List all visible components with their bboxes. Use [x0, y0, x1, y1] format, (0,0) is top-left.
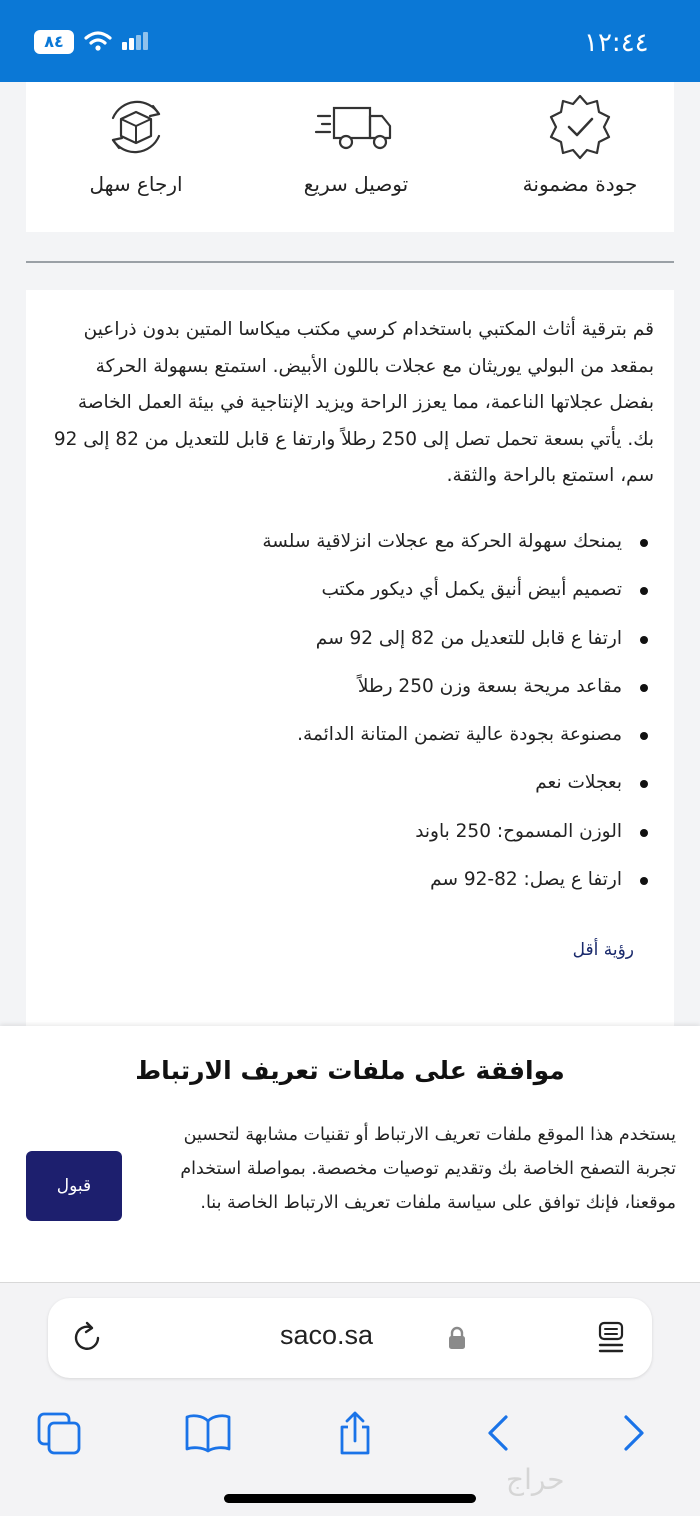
- delivery-truck-icon: [314, 92, 398, 162]
- battery-icon: ٨٤: [34, 30, 74, 54]
- list-item: يمنحك سهولة الحركة مع عجلات انزلاقية سلسة: [48, 518, 654, 566]
- feature-return: [36, 82, 236, 196]
- cellular-signal-icon: [122, 32, 150, 50]
- home-indicator[interactable]: [224, 1494, 476, 1503]
- address-bar[interactable]: [48, 1298, 652, 1378]
- haraj-watermark: حراج: [506, 1463, 565, 1496]
- status-time: ١٢:٤٤: [584, 28, 649, 58]
- feature-label: جودة مضمونة: [522, 172, 638, 196]
- see-less-link[interactable]: رؤية أقل: [572, 940, 634, 960]
- product-description: [26, 290, 674, 1026]
- quality-badge-icon: [545, 92, 615, 162]
- description-paragraph: قم بترقية أثاث المكتبي باستخدام كرسي مكتب ميكاسا المتين بدون ذراعين بمقعد من البولي يوريثان مع عجلات باللون الأبيض. استمتع بسهولة الحركة بفضل عجلاتها الناعمة، مما يعزز الراحة ويزيد الإنتاجية في بيئة العمل الخاصة بك. يأتي بسعة تحمل تصل إلى 250 رطلاً وارتفا ع قابل للتعديل من 82 إلى 92 سم، استمتع بالراحة والثقة.: [53, 319, 654, 486]
- wifi-icon: [84, 30, 112, 52]
- reload-icon[interactable]: [72, 1320, 104, 1354]
- browser-chrome: [0, 1282, 700, 1516]
- feature-label: توصيل سريع: [303, 172, 409, 196]
- accept-cookies-button[interactable]: قبول: [26, 1151, 122, 1221]
- list-item: الوزن المسموح: 250 باوند: [48, 808, 654, 856]
- return-box-icon: [101, 92, 171, 162]
- tabs-icon[interactable]: [36, 1411, 84, 1455]
- status-bar: [0, 0, 700, 82]
- url-text[interactable]: saco.sa: [280, 1320, 374, 1350]
- back-icon[interactable]: [476, 1411, 522, 1455]
- forward-icon[interactable]: [610, 1411, 656, 1455]
- feature-label: ارجاع سهل: [89, 172, 183, 196]
- list-item: بعجلات نعم: [48, 759, 654, 807]
- list-item: تصميم أبيض أنيق يكمل أي ديكور مكتب: [48, 566, 654, 614]
- features-strip: [26, 82, 674, 232]
- cookie-title: موافقة على ملفات تعريف الارتباط: [135, 1056, 565, 1085]
- bookmarks-icon[interactable]: [184, 1411, 232, 1455]
- feature-quality: [480, 82, 680, 196]
- feature-bullets: [48, 518, 654, 904]
- list-item: ارتفا ع قابل للتعديل من 82 إلى 92 سم: [48, 615, 654, 663]
- list-item: مقاعد مريحة بسعة وزن 250 رطلاً: [48, 663, 654, 711]
- lock-icon: [447, 1326, 467, 1350]
- share-icon[interactable]: [332, 1411, 378, 1455]
- feature-delivery: [256, 82, 456, 196]
- list-item: مصنوعة بجودة عالية تضمن المتانة الدائمة.: [48, 711, 654, 759]
- list-item: ارتفا ع يصل: 82-92 سم: [48, 856, 654, 904]
- section-divider: [26, 261, 674, 263]
- cookie-consent-banner: [0, 1026, 700, 1282]
- cookie-body: يستخدم هذا الموقع ملفات تعريف الارتباط أو تقنيات مشابهة لتحسين تجربة التصفح الخاصة بك وتقديم توصيات مخصصة. بمواصلة استخدام موقعنا، فإنك توافق على سياسة ملفات تعريف الارتباط الخاصة بنا.: [180, 1125, 676, 1213]
- reader-mode-icon[interactable]: [596, 1320, 626, 1356]
